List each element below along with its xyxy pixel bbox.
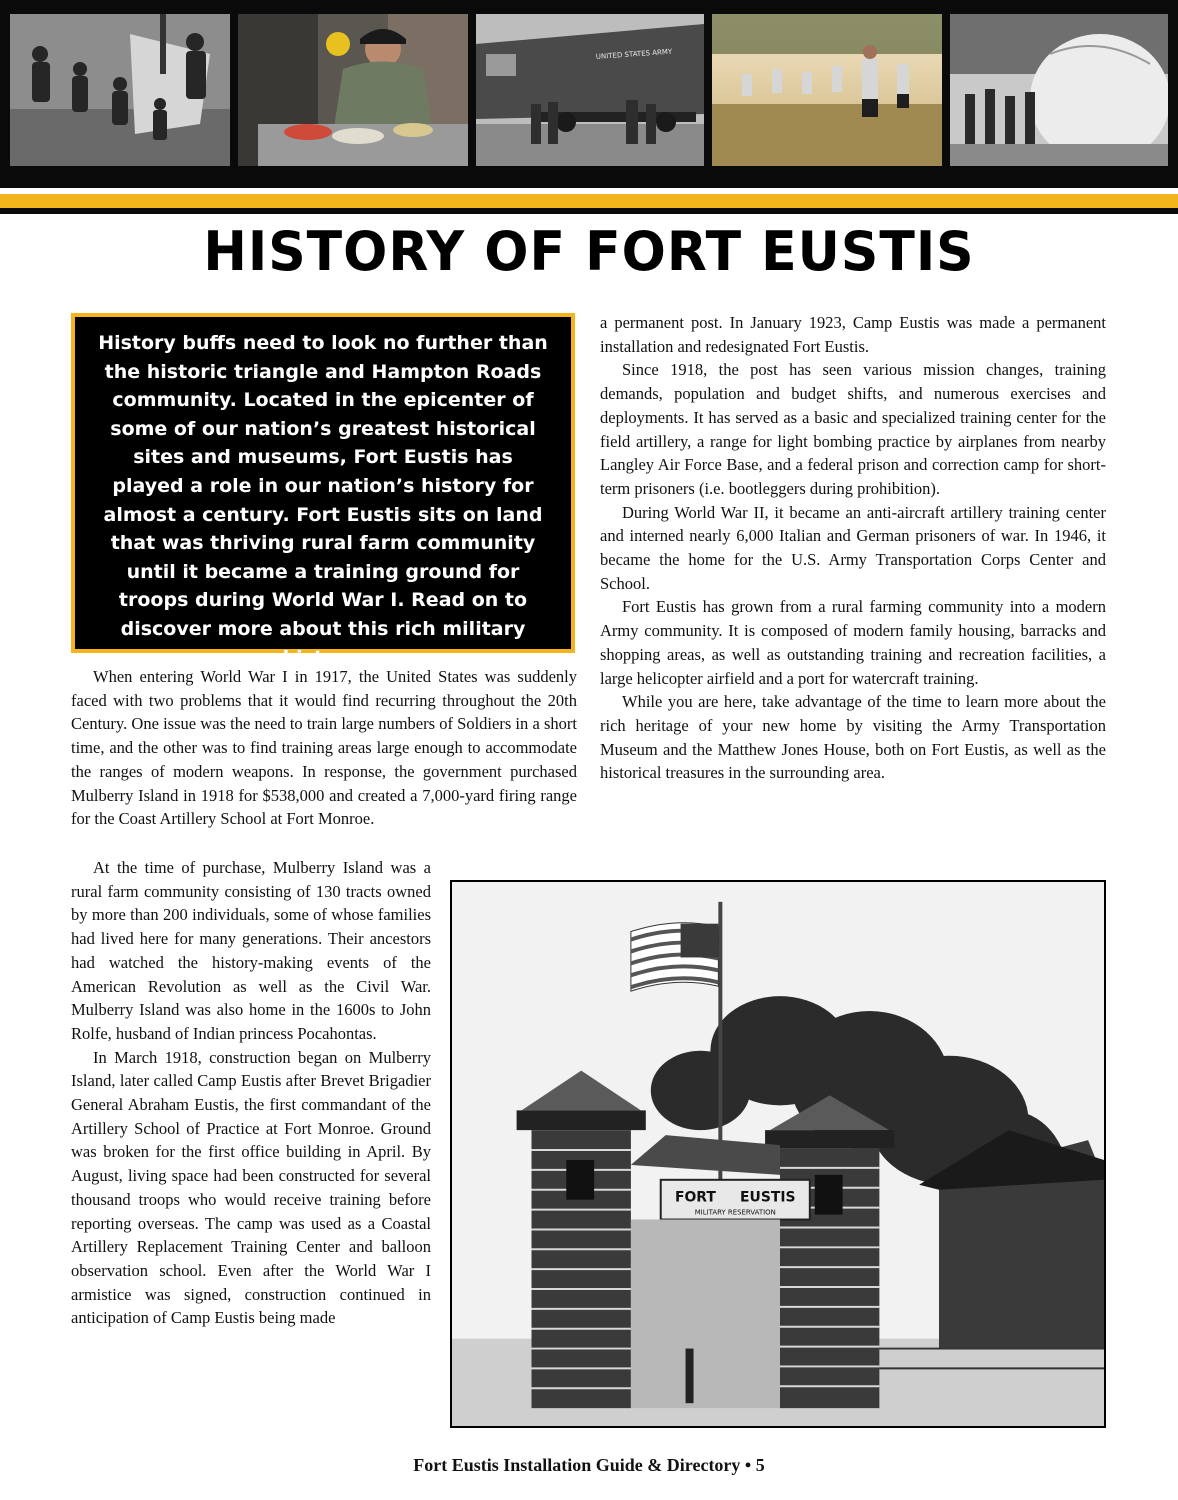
header-bottom-rule [0, 208, 1178, 214]
paragraph-3-continued: a permanent post. In January 1923, Camp Eustis was made a permanent installation and redesignated Fort Eustis. [600, 313, 1106, 356]
paratroopers-photo [10, 14, 230, 166]
balloon-crew-photo [950, 14, 1168, 166]
left-column-narrow [71, 856, 431, 1330]
paragraph-5: During World War II, it became an anti-aircraft artillery training center and interned nearly 6,000 Italian and German prisoners of war. In 1946, it became the home for the U.S. Army Transportation Corps Center and School. [600, 502, 1106, 593]
locomotive-caption: UNITED STATES ARMY [595, 47, 673, 61]
paragraph-1: When entering World War I in 1917, the United States was suddenly faced with two problems that it would find recurring throughout the 20th Century. One issue was the need to train large numbers of Soldiers in a short time, and the other was to find training areas large enough to accommodate the ranges of modern weapons. In response, the government purchased Mulberry Island in 1918 for $538,000 and created a 7,000-yard firing range for the Coast Artillery School at Fort Monroe. [71, 667, 577, 829]
soldiers-running-photo [712, 14, 942, 166]
american-flag-icon [631, 923, 718, 991]
fort-eustis-gate-photo [450, 880, 1106, 1428]
intro-callout-box [71, 313, 575, 669]
paragraph-4: Since 1918, the post has seen various mission changes, training demands, population and budget shifts, and numerous exercises and deployments. It has served as a basic and specialized training center for the field artillery, a range for light bombing practice by airplanes from nearby Langley Air Force Base, and a federal prison and correction camp for short-term prisoners (i.e. bootleggers during prohibition). [600, 360, 1106, 498]
army-locomotive-photo [476, 14, 704, 166]
page-title: HISTORY OF FORT EUSTIS [203, 220, 975, 284]
gate-sign-text: FORT EUSTIS [674, 1189, 796, 1206]
paragraph-2: At the time of purchase, Mulberry Island was a rural farm community consisting of 130 tracts owned by more than 200 individuals, some of whose families had lived here for many generations. Their ancestors had watched the history-making events of the American Revolution as well as the Civil War. Mulberry Island was also home in the 1600s to John Rolfe, husband of Indian princess Pocahontas. [71, 858, 431, 1043]
page-footer: Fort Eustis Installation Guide & Directory • 5 [413, 1455, 765, 1475]
left-column-top [71, 665, 577, 831]
paragraph-3: In March 1918, construction began on Mulberry Island, later called Camp Eustis after Brevet Brigadier General Abraham Eustis, the first commandant of the Artillery School of Practice at Fort Monroe. Ground was broken for the first office building in April. By August, living space had been constructed for several thousand troops who would receive training before reporting overseas. The camp was used as a Coastal Artillery Replacement Training Center and balloon observation school. Even after the World War I armistice was signed, construction continued in anticipation of Camp Eustis being made [71, 1047, 431, 1328]
right-column [600, 311, 1106, 785]
soldier-cooking-photo [238, 14, 468, 166]
gold-stripe-divider [0, 194, 1178, 208]
gate-sign-subtext: MILITARY RESERVATION [694, 1208, 776, 1217]
intro-text: History buffs need to look no further than the historic triangle and Hampton Roads community. Located in the epicenter of some of our nation’s greatest historical sites and museums, Fort Eustis has played a role in our nation’s history for almost a century. Fort Eustis sits on land that was thriving rural farm community until it became a training ground for troops during World War I. Read on to discover more about this rich military history. [98, 332, 548, 669]
paragraph-6: Fort Eustis has grown from a rural farming community into a modern Army community. It is composed of modern family housing, barracks and shopping areas, as well as outstanding training and recreation facilities, a large helicopter airfield and a port for watercraft training. [600, 597, 1106, 688]
paragraph-7: While you are here, take advantage of the time to learn more about the rich heritage of your new home by visiting the Army Transportation Museum and the Matthew Jones House, both on Fort Eustis, as well as the historical treasures in the surrounding area. [600, 692, 1106, 783]
